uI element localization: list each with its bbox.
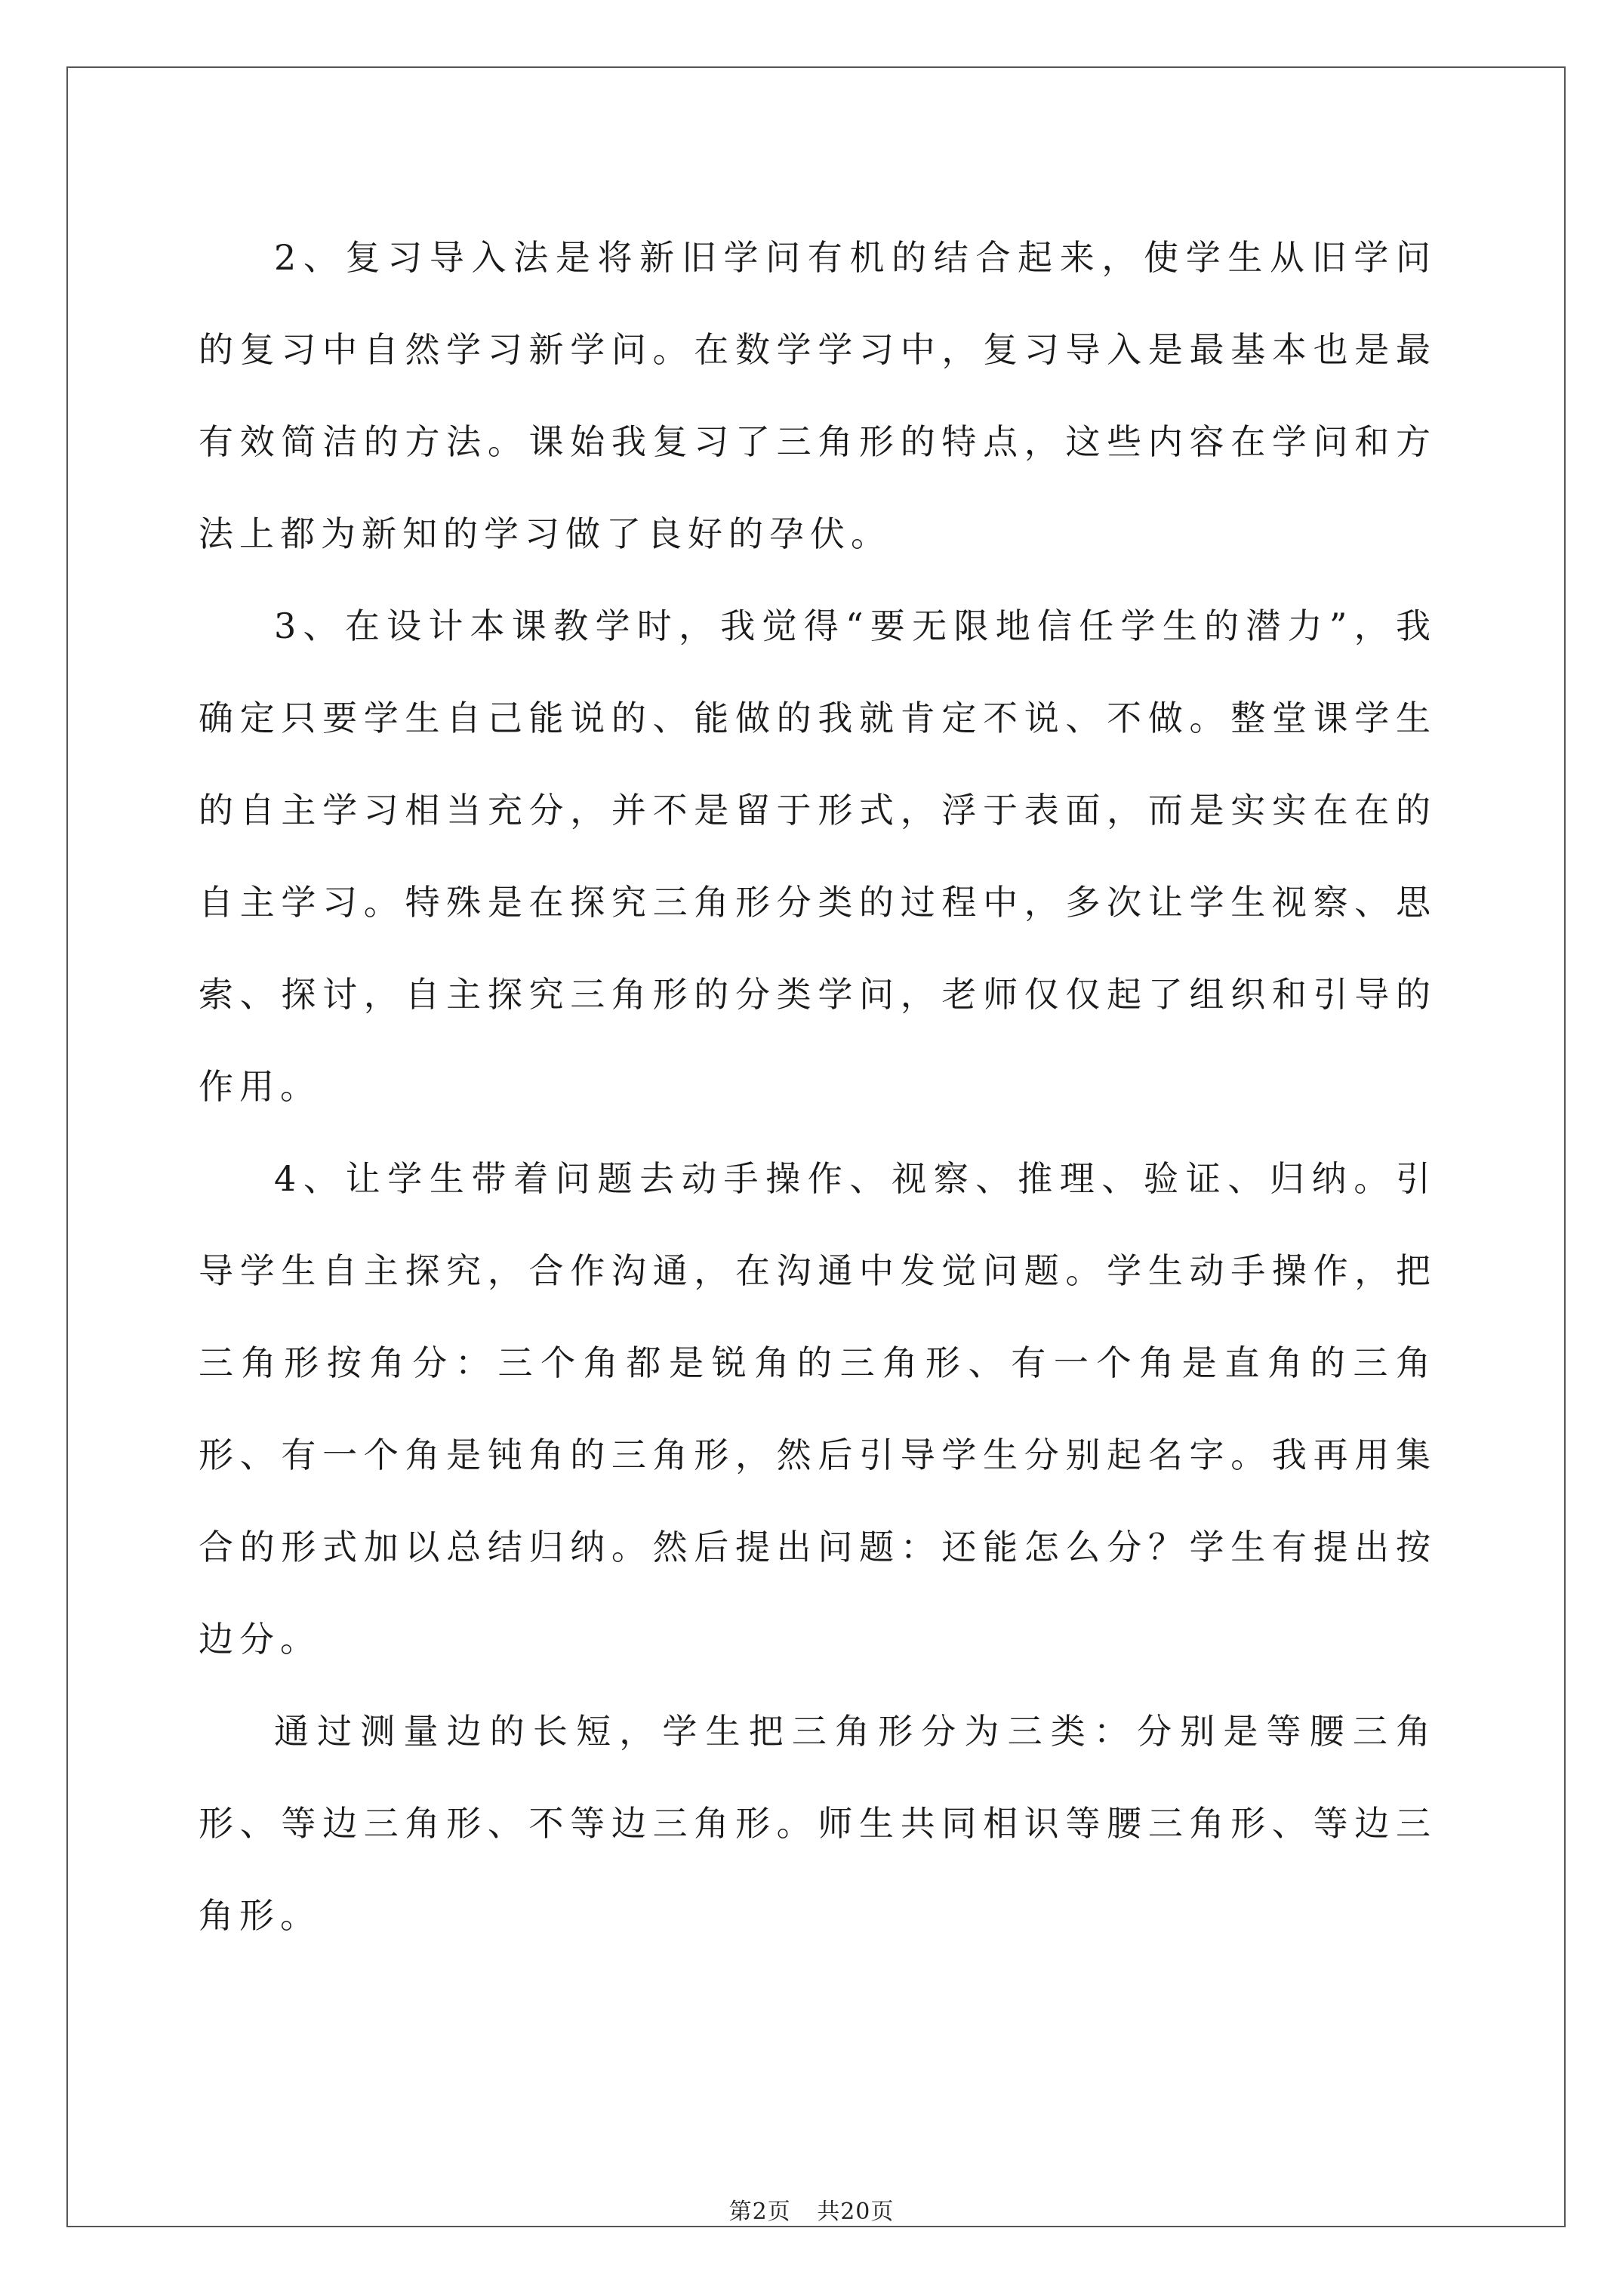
page-footer [0,2193,1623,2226]
paragraph-2: 2、复习导入法是将新旧学问有机的结合起来，使学生从旧学问的复习中自然学习新学问。在数学学习中，复习导入是最基本也是最有效简洁的方法。课始我复习了三角形的特点，这些内容在学问和方法上都为新知的学习做了良好的孕伏。 [199,237,1437,554]
paragraph-5: 通过测量边的长短，学生把三角形分为三类：分别是等腰三角形、等边三角形、不等边三角形。师生共同相识等腰三角形、等边三角形。 [199,1711,1437,1936]
page-total: 共20页 [817,2199,895,2225]
paragraph-3: 3、在设计本课教学时，我觉得“要无限地信任学生的潜力”，我确定只要学生自己能说的、能做的我就肯定不说、不做。整堂课学生的自主学习相当充分，并不是留于形式，浮于表面，而是实实在在的自主学习。特殊是在探究三角形分类的过程中，多次让学生视察、思索、探讨，自主探究三角形的分类学问，老师仅仅起了组织和引导的作用。 [199,606,1437,1107]
page-number: 第2页 [728,2199,791,2225]
document-body [199,211,1437,1962]
paragraph-4: 4、让学生带着问题去动手操作、视察、推理、验证、归纳。引导学生自主探究，合作沟通，在沟通中发觉问题。学生动手操作，把三角形按角分：三个角都是锐角的三角形、有一个角是直角的三角形、有一个角是钝角的三角形，然后引导学生分别起名字。我再用集合的形式加以总结归纳。然后提出问题：还能怎么分？学生有提出按边分。 [199,1158,1437,1660]
